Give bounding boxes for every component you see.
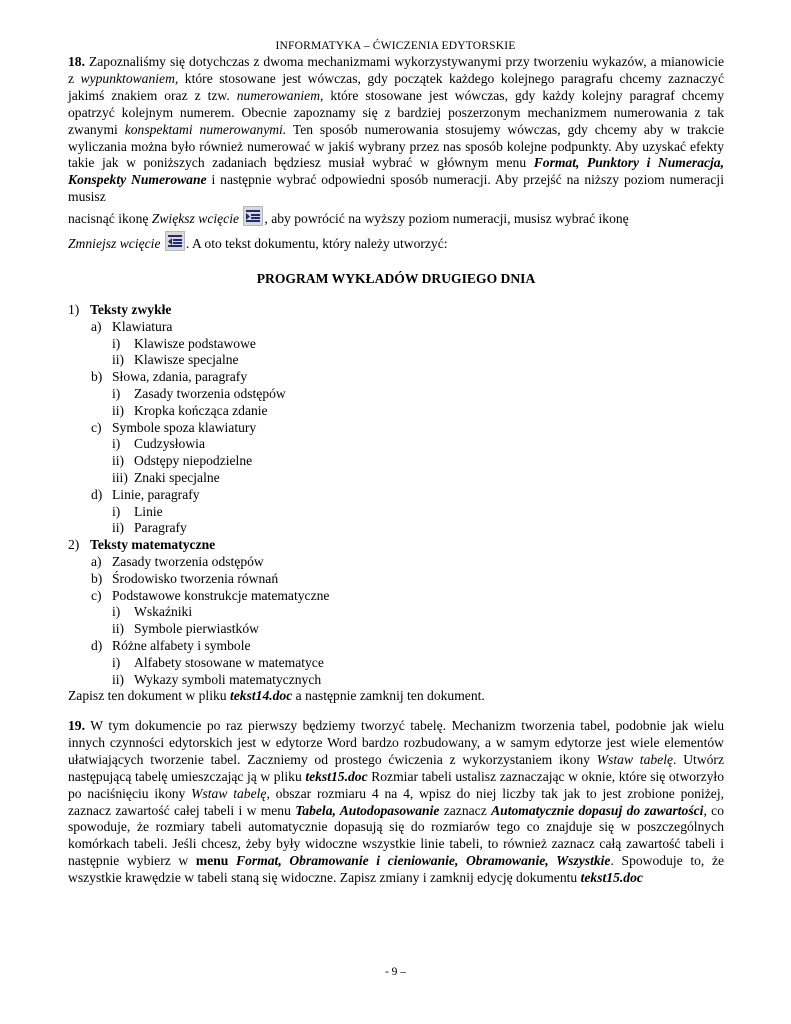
outline-item-number: i) bbox=[112, 436, 121, 452]
ex19-term-insert-table: Wstaw tabelę bbox=[596, 751, 674, 767]
outline-item bbox=[68, 621, 724, 638]
outline-item bbox=[68, 604, 724, 621]
outline-item-text: Klawiatura bbox=[112, 318, 173, 334]
outline-item-number: i) bbox=[112, 335, 121, 351]
outline-item-text: Zasady tworzenia odstępów bbox=[134, 385, 286, 401]
save-text-2: a następnie zamknij ten dokument. bbox=[292, 688, 485, 703]
ex19-text-4: , obszar rozmiaru 4 na 4, wpisz do niej liczby tak jak to jest zrobione poniżej, zaznacz zawartość całej tabeli i w menu bbox=[68, 785, 724, 818]
outline-item-text: Środowisko tworzenia równań bbox=[112, 570, 279, 586]
outline-item-text: Różne alfabety i symbole bbox=[112, 637, 251, 653]
outline-item bbox=[68, 403, 724, 420]
ex18-term-numbering: numerowaniem bbox=[236, 87, 321, 103]
ex19-menu-autofit: Tabela, Autodopasowanie bbox=[295, 802, 440, 818]
outline-item bbox=[68, 537, 724, 554]
outline-item-text: Znaki specjalne bbox=[134, 469, 220, 485]
outline-item bbox=[68, 520, 724, 537]
outline-item-number: ii) bbox=[112, 621, 125, 637]
outline-item-text: Wykazy symboli matematycznych bbox=[134, 671, 322, 687]
decrease-indent-icon bbox=[165, 231, 185, 251]
outline-item-number: a) bbox=[91, 553, 102, 569]
outline-item-number: ii) bbox=[112, 352, 125, 368]
ex18-text-1: Zapoznaliśmy się dotychczas z dwoma mechanizmami wykorzystywanymi przy tworzeniu wykazów, a mianowicie z bbox=[68, 54, 724, 86]
decrease-indent-label: Zmniejsz wcięcie bbox=[68, 236, 161, 251]
outline-item-number: 1) bbox=[68, 302, 80, 317]
outline-item-text: Alfabety stosowane w matematyce bbox=[134, 654, 324, 670]
outline-item-number: 2) bbox=[68, 537, 80, 553]
exercise-19-number: 19. bbox=[68, 718, 85, 733]
outline-item bbox=[68, 588, 724, 605]
ex18-text-2: które stosowane jest wówczas, gdy początek każdego kolejnego paragrafu chcemy zaznaczyć jakimś znakiem oraz z tzw. bbox=[68, 70, 724, 103]
running-header: INFORMATYKA – ĆWICZENIA EDYTORSKIE bbox=[275, 40, 516, 52]
outline-item-number: i) bbox=[112, 654, 121, 670]
outline-item bbox=[68, 470, 724, 487]
outline-item-text: Klawisze specjalne bbox=[134, 352, 239, 368]
ex19-text-7: . Spowoduje to, że wszystkie krawędzie w tabeli staną się widoczne. Zapisz zmiany i zamknij edycję dokumentu bbox=[68, 853, 725, 886]
outline-item-number: d) bbox=[91, 486, 103, 502]
ex18-text-4: Ten sposób numerowania stosujemy wówczas, gdy chcemy aby w trakcie wyliczania można było również numerować w jakiś wybrany przez nas sposób kolejne podpunkty. Aby uzyskać efekty takie jak w poniższych zadaniach będziesz musiał wybrać w głównym menu bbox=[68, 121, 725, 171]
ex18-text-6: nacisnąć ikonę bbox=[68, 211, 152, 226]
outline-item-text: Linie, paragrafy bbox=[112, 486, 200, 502]
outline-item-text: Wskaźniki bbox=[134, 604, 193, 620]
outline-item-number: ii) bbox=[112, 520, 125, 536]
outline-item-number: iii) bbox=[112, 469, 128, 485]
outline-item-text: Zasady tworzenia odstępów bbox=[112, 553, 264, 569]
ex19-autofit-option: Automatycznie dopasuj do zawartości bbox=[491, 802, 704, 818]
outline-item bbox=[68, 420, 724, 437]
outline-list bbox=[68, 302, 724, 688]
outline-item-number: i) bbox=[112, 604, 121, 620]
page-number: - 9 – bbox=[384, 966, 407, 978]
outline-item bbox=[68, 336, 724, 353]
ex18-term-outline: konspektami numerowanymi. bbox=[124, 121, 287, 137]
increase-indent-label: Zwiększ wcięcie bbox=[151, 211, 240, 226]
outline-item bbox=[68, 487, 724, 504]
save-text-1: Zapisz ten dokument w pliku bbox=[68, 688, 230, 703]
exercise-18-paragraph bbox=[68, 54, 724, 206]
outline-item-number: d) bbox=[91, 637, 103, 653]
ex19-term-insert-table-2: Wstaw tabelę bbox=[191, 785, 267, 801]
outline-item bbox=[68, 504, 724, 521]
exercise-18-icons-paragraph bbox=[68, 206, 724, 256]
outline-item bbox=[68, 436, 724, 453]
outline-item bbox=[68, 672, 724, 689]
ex19-text-6: , co spowoduje, że rozmiary tabeli automatycznie dopasują się do rozmiarów tego co znajduje się w poszczególnych komórkach tabeli. Jeśli chcesz, żeby były widoczne wszystkie linie tabeli, to również zaznacz całą zawartość tabeli i następnie wybierz w bbox=[68, 802, 724, 869]
outline-item-number: a) bbox=[91, 318, 102, 334]
ex19-text-2: . Utwórz następującą tabelę umieszczając ją w pliku bbox=[68, 751, 724, 784]
outline-item bbox=[68, 571, 724, 588]
outline-item-number: c) bbox=[91, 587, 102, 603]
outline-item-number: b) bbox=[91, 369, 103, 385]
ex19-menu-borders: Format, Obramowanie i cieniowanie, Obramowanie, Wszystkie bbox=[236, 853, 611, 869]
outline-item bbox=[68, 554, 724, 571]
outline-item-number: ii) bbox=[112, 402, 125, 418]
outline-item-text: Teksty matematyczne bbox=[90, 537, 216, 553]
outline-item-text: Cudzysłowia bbox=[134, 436, 205, 452]
ex18-text-8: . A oto tekst dokumentu, który należy utworzyć: bbox=[185, 236, 448, 251]
outline-item-text: Linie bbox=[134, 503, 163, 519]
outline-item-number: ii) bbox=[112, 671, 125, 687]
outline-item-text: Symbole spoza klawiatury bbox=[112, 419, 257, 435]
outline-item bbox=[68, 319, 724, 336]
outline-item bbox=[68, 386, 724, 403]
outline-item-number: ii) bbox=[112, 453, 125, 469]
outline-item bbox=[68, 352, 724, 369]
ex19-menu-word: menu bbox=[195, 853, 229, 869]
ex19-text-3: Rozmiar tabeli ustalisz zaznaczając w oknie, które się otworzyło po naciśnięciu ikony bbox=[68, 768, 725, 801]
ex19-text-1: W tym dokumencie po raz pierwszy będziemy tworzyć tabelę. Mechanizm tworzenia tabel, podobnie jak wielu innych czynności edytorskich jest w edytorze Word bardzo rozbudowany, a w samym edytorze jest wiele elementów ułatwiających tworzenie tabel. Zaczniemy od prostego ćwiczenia z wykorzystaniem ikony bbox=[68, 718, 724, 767]
save-filename: tekst14.doc bbox=[229, 688, 293, 703]
outline-item bbox=[68, 638, 724, 655]
ex19-text-5: zaznacz bbox=[439, 802, 492, 818]
increase-indent-icon bbox=[243, 206, 263, 226]
outline-item-text: Paragrafy bbox=[134, 520, 187, 536]
outline-item-text: Podstawowe konstrukcje matematyczne bbox=[112, 587, 330, 603]
ex18-text-3: , które stosowane jest wówczas, gdy każdy kolejny paragraf chcemy opatrzyć kolejnym numerem. Obecnie zapoznamy się z bardziej poszerzonym mechanizmem numerowania z tak zwanymi bbox=[68, 87, 725, 137]
outline-item-number: c) bbox=[91, 419, 102, 435]
outline-item bbox=[68, 655, 724, 672]
outline-item bbox=[68, 302, 724, 319]
outline-item-number: i) bbox=[112, 385, 121, 401]
outline-item-text: Słowa, zdania, paragrafy bbox=[112, 369, 248, 385]
outline-item-text: Kropka kończąca zdanie bbox=[134, 402, 268, 418]
outline-item-text: Symbole pierwiastków bbox=[134, 621, 259, 637]
exercise-18-number: 18. bbox=[68, 54, 85, 69]
outline-item bbox=[68, 453, 724, 470]
ex19-file-2: tekst15.doc bbox=[580, 870, 643, 886]
outline-item-text: Odstępy niepodzielne bbox=[134, 453, 253, 469]
ex18-menu-path: Format, Punktory i Numeracja, Konspekty Numerowane bbox=[68, 155, 724, 188]
save-instruction bbox=[68, 688, 485, 704]
ex19-file-1: tekst15.doc bbox=[305, 768, 368, 784]
outline-item-number: b) bbox=[91, 570, 103, 586]
outline-item-text: Teksty zwykłe bbox=[90, 302, 172, 317]
ex18-text-5: i następnie wybrać odpowiedni sposób numeracji. Aby przejść na niższy poziom numeracji musisz bbox=[68, 172, 724, 205]
exercise-19-paragraph bbox=[68, 718, 724, 887]
outline-item-number: i) bbox=[112, 503, 121, 519]
outline-item bbox=[68, 369, 724, 386]
outline-item-text: Klawisze podstawowe bbox=[134, 335, 256, 351]
ex18-term-bullets: wypunktowaniem, bbox=[80, 70, 179, 86]
ex18-text-7: , aby powrócić na wyższy poziom numeracji, musisz wybrać ikonę bbox=[264, 211, 629, 226]
program-title: PROGRAM WYKŁADÓW DRUGIEGO DNIA bbox=[256, 271, 536, 286]
